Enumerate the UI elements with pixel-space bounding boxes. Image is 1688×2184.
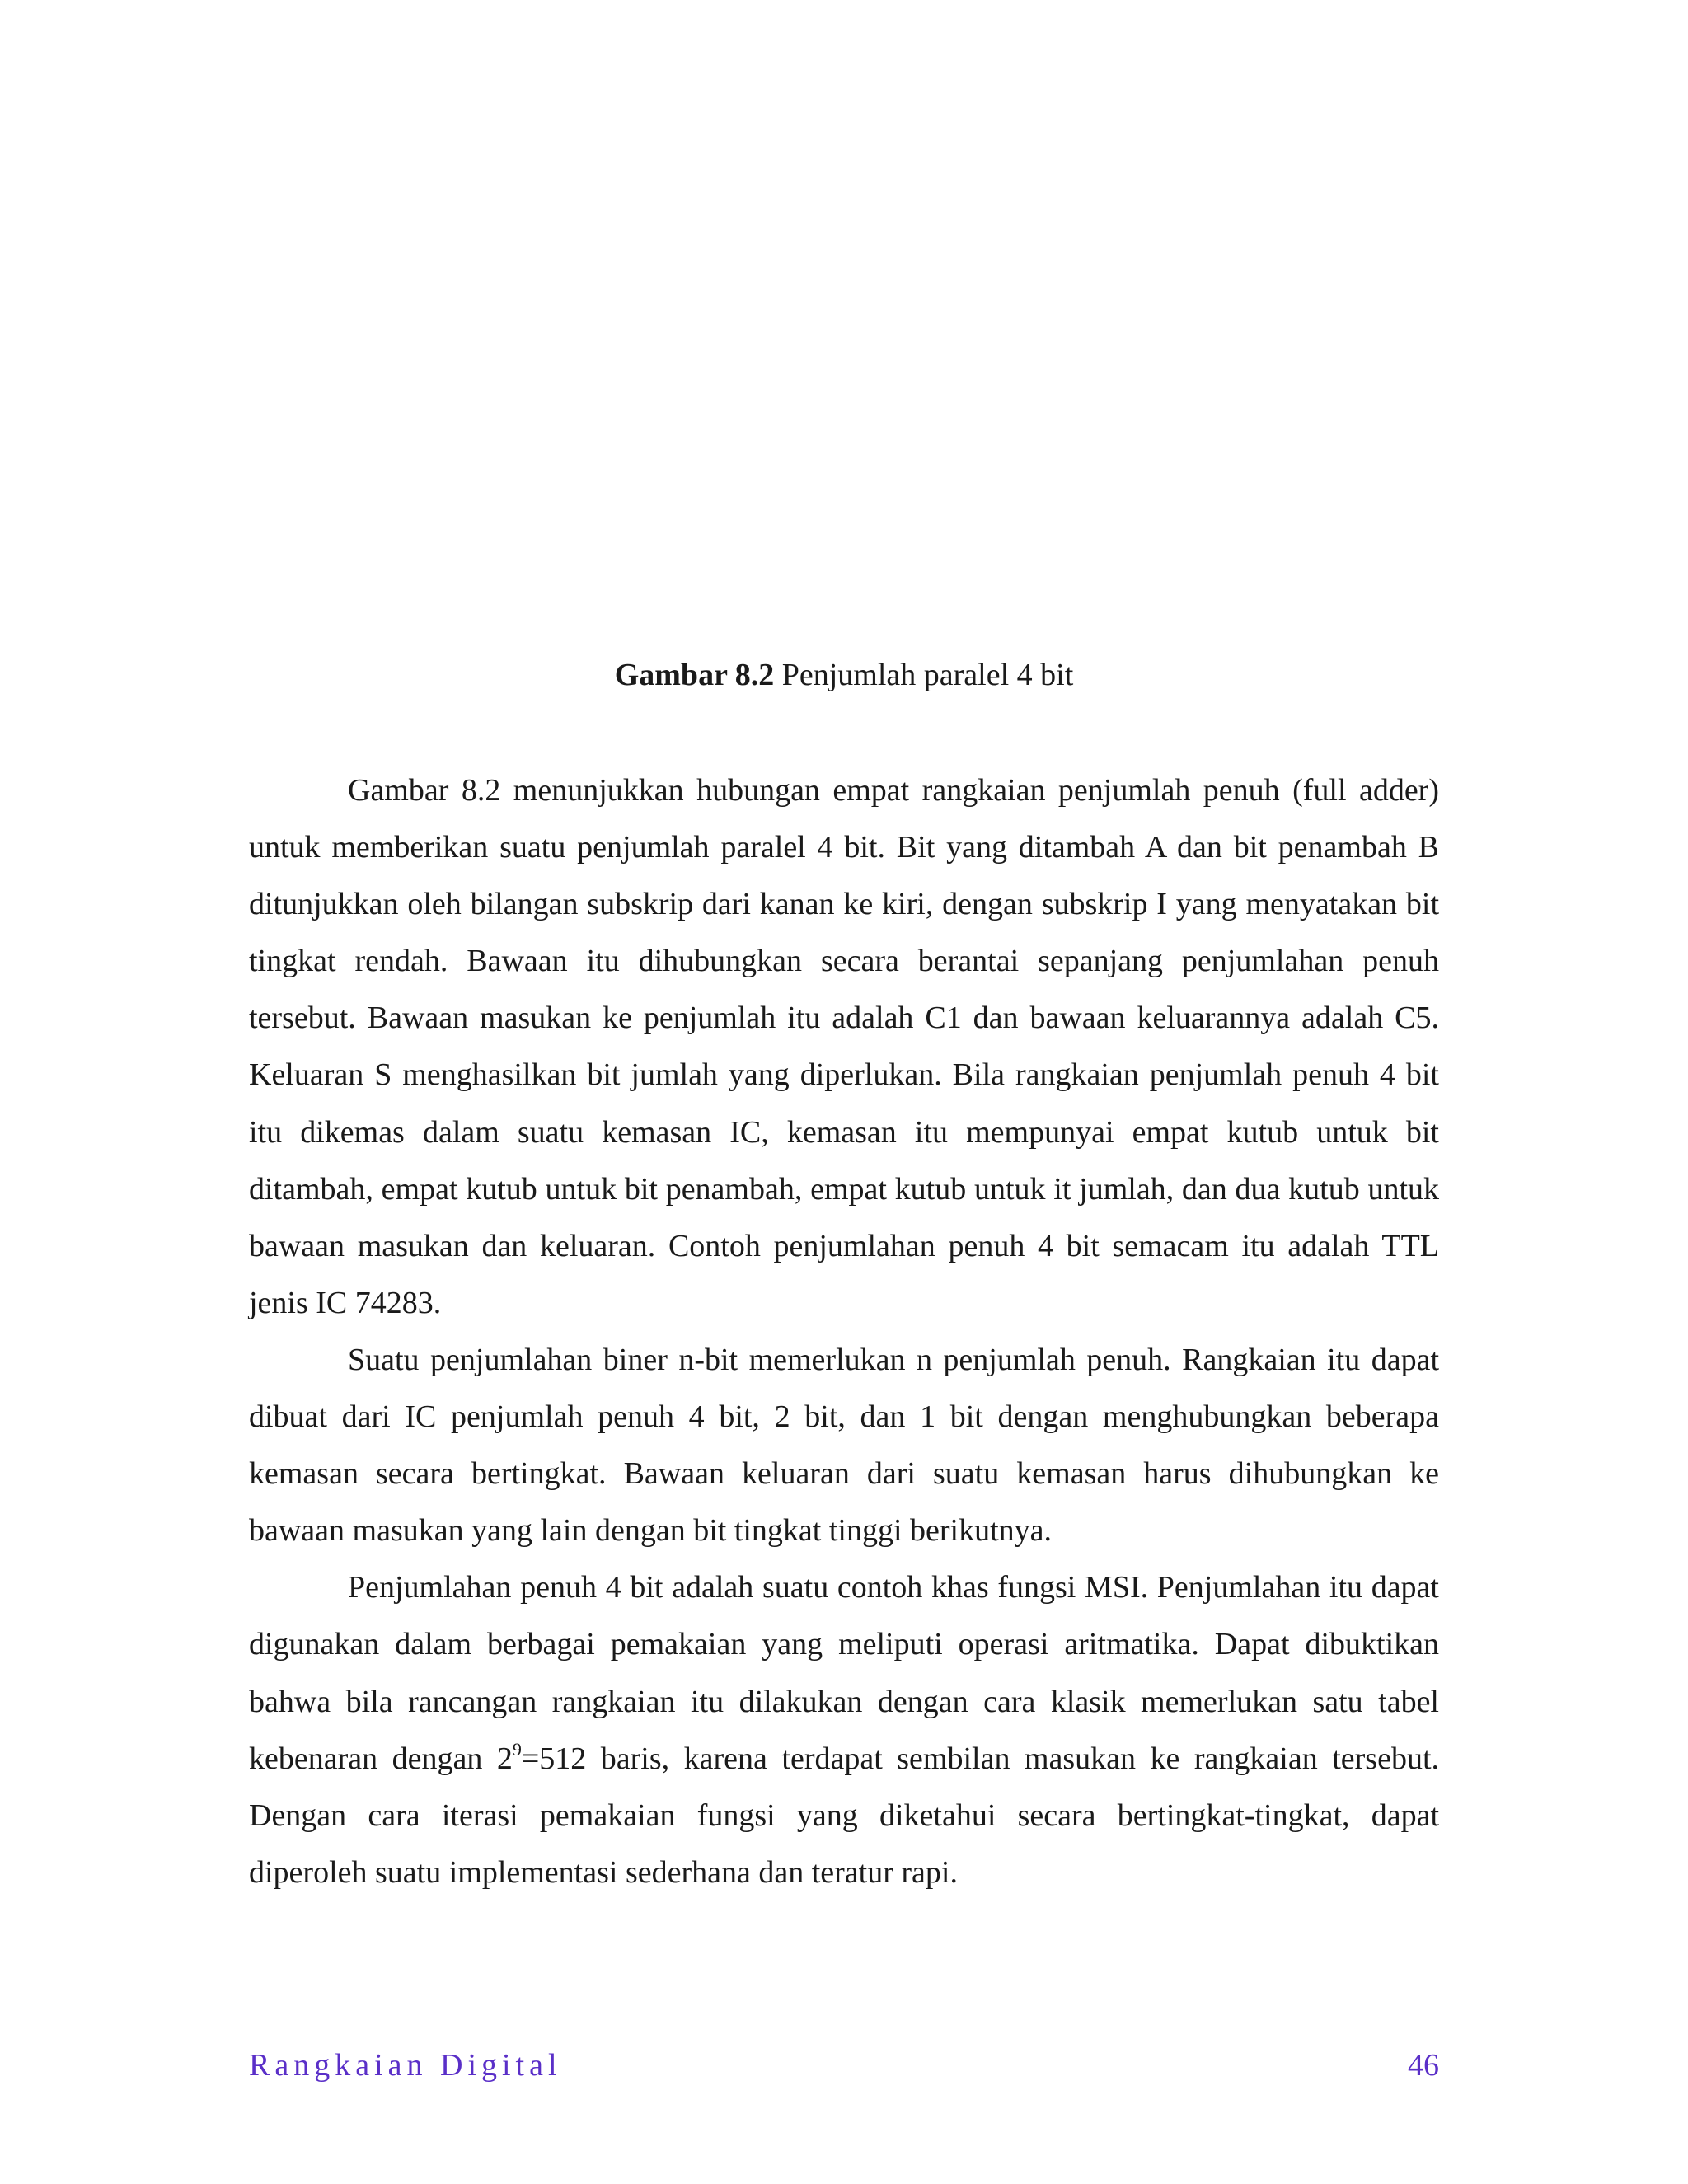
paragraph-3-part-2: =512 baris, karena terdapat sembilan masukan ke rangkaian tersebut. Dengan cara iterasi pemakaian fungsi yang diketahui secara bertingkat-tingkat, dapat diperoleh suatu implementasi sederhana dan teratur rapi. [249, 1741, 1440, 1890]
page-number: 46 [1408, 2048, 1439, 2083]
exponent-superscript: 9 [512, 1738, 522, 1760]
paragraph-1: Gambar 8.2 menunjukkan hubungan empat rangkaian penjumlah penuh (full adder) untuk memberikan suatu penjumlah paralel 4 bit. Bit yang ditambah A dan bit penambah B ditunjukkan oleh bilangan subskrip dari kanan ke kiri, dengan subskrip I yang menyatakan bit tingkat rendah. Bawaan itu dihubungkan secara berantai sepanjang penjumlahan penuh tersebut. Bawaan masukan ke penjumlah itu adalah C1 dan bawaan keluarannya adalah C5. Keluaran S menghasilkan bit jumlah yang diperlukan. Bila rangkaian penjumlah penuh 4 bit itu dikemas dalam suatu kemasan IC, kemasan itu mempunyai empat kutub untuk bit ditambah, empat kutub untuk bit penambah, empat kutub untuk it jumlah, dan dua kutub untuk bawaan masukan dan keluaran. Contoh penjumlahan penuh 4 bit semacam itu adalah TTL jenis IC 74283. [249, 773, 1439, 1320]
body-text [249, 762, 1439, 1901]
paragraph-3 [249, 1559, 1439, 1901]
footer-title: Rangkaian Digital [249, 2048, 562, 2083]
figure-caption-label: Gambar 8.2 [614, 658, 775, 692]
figure-caption [249, 655, 1439, 695]
paragraph-3-part-1: Penjumlahan penuh 4 bit adalah suatu contoh khas fungsi MSI. Penjumlahan itu dapat digunakan dalam berbagai pemakaian yang meliputi operasi aritmatika. Dapat dibuktikan bahwa bila rancangan rangkaian itu dilakukan dengan cara klasik memerlukan satu tabel kebenaran dengan 2 [249, 1570, 1439, 1776]
figure-caption-text: Penjumlah paralel 4 bit [774, 658, 1074, 692]
paragraph-2: Suatu penjumlahan biner n-bit memerlukan n penjumlah penuh. Rangkaian itu dapat dibuat dari IC penjumlah penuh 4 bit, 2 bit, dan 1 bit dengan menghubungkan beberapa kemasan secara bertingkat. Bawaan keluaran dari suatu kemasan harus dihubungkan ke bawaan masukan yang lain dengan bit tingkat tinggi berikutnya. [249, 1342, 1439, 1549]
